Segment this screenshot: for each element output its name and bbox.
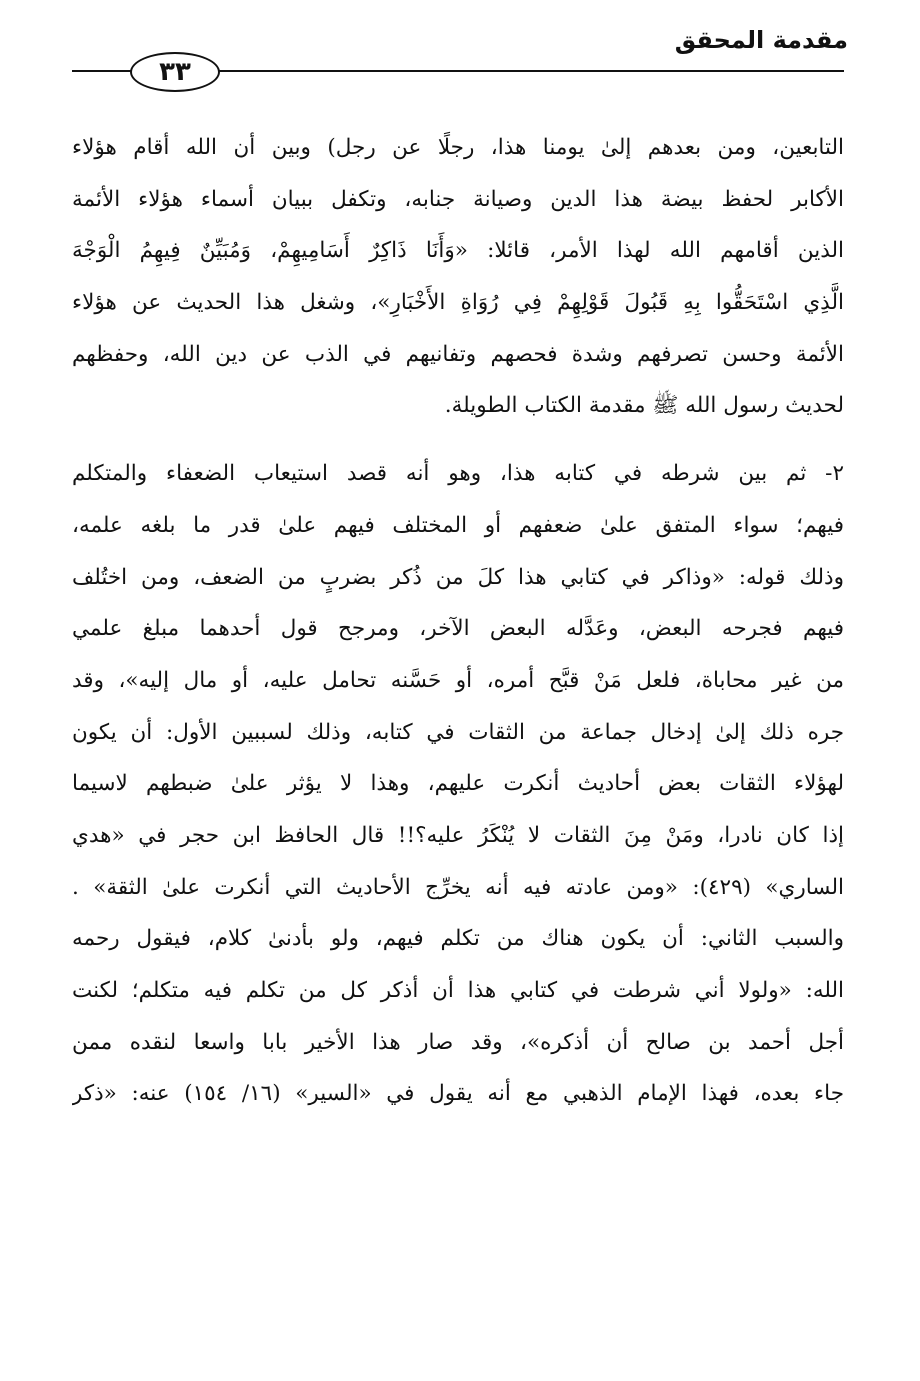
text-line: لهؤلاء الثقات بعض أحاديث أنكرت عليهم، وهذا لا يؤثر علىٰ ضبطهم لاسيما	[72, 771, 844, 797]
page-number: ٣٣	[130, 52, 220, 92]
text-line: لحديث رسول الله ﷺ مقدمة الكتاب الطويلة.	[444, 393, 844, 419]
text-line: الذين أقامهم الله لهذا الأمر، قائلا: «وَأَنَا ذَاكِرٌ أَسَامِيهِمْ، وَمُبَيِّنٌ فِيهِمُ الْوَجْهَ	[72, 238, 844, 264]
text-line: أجل أحمد بن صالح أن أذكره»، وقد صار هذا الأخير بابا واسعا لنقده ممن	[72, 1029, 844, 1055]
text-line: ٢- ثم بين شرطه في كتابه هذا، وهو أنه قصد استيعاب الضعفاء والمتكلم	[72, 461, 844, 487]
text-line: فيهم فجرحه البعض، وعَدَّله البعض الآخر، ومرجح قول أحدهما مبلغ علمي	[72, 616, 844, 642]
text-line: الساري» (٤٢٩): «ومن عادته فيه أنه يخرِّج الأحاديث التي أنكرت علىٰ الثقة» .	[72, 874, 844, 900]
text-line: فيهم؛ سواء المتفق علىٰ ضعفهم أو المختلف فيهم علىٰ قدر ما بلغه علمه،	[72, 512, 844, 538]
text-line: الأكابر لحفظ بيضة هذا الدين وصيانة جنابه، وتكفل ببيان أسماء هؤلاء الأئمة	[72, 186, 844, 212]
text-line: من غير محاباة، فلعل مَنْ قبَّح أمره، أو حَسَّنه تحامل عليه، أو مال إليه»، وقد	[72, 667, 844, 693]
text-line: جره ذلك إلىٰ إدخال جماعة من الثقات في كتابه، وذلك لسببين الأول: أن يكون	[72, 719, 844, 745]
text-line: التابعين، ومن بعدهم إلىٰ يومنا هذا، رجلًا عن رجل) وبين أن الله أقام هؤلاء	[72, 135, 844, 160]
text-line: الأئمة وحسن تصرفهم وشدة فحصهم وتفانيهم في الذب عن دين الله، وحفظهم	[72, 341, 844, 367]
text-line: الله: «ولولا أني شرطت في كتابي هذا أن أذكر كل من تكلم فيه متكلم؛ لكنت	[72, 978, 844, 1003]
paragraph-gap	[72, 432, 844, 448]
text-line: وذلك قوله: «وذاكر في كتابي هذا كلَ من ذُكر بضربٍ من الضعف، ومن اختُلف	[72, 564, 844, 590]
text-line: الَّذِي اسْتَحَقُّوا بِهِ قَبُولَ قَوْلِهِمْ فِي رُوَاةِ الأَخْبَارِ»، وشغل هذا الحديث عن هؤلاء	[72, 290, 844, 316]
running-header-title: مقدمة المحقق	[674, 26, 848, 54]
text-line: إذا كان نادرا، ومَنْ مِنَ الثقات لا يُنْكَرُ عليه؟!! قال الحافظ ابن حجر في «هدي	[72, 822, 844, 848]
text-line: جاء بعده، فهذا الإمام الذهبي مع أنه يقول في «السير» (١٦/ ١٥٤) عنه: «ذكر	[72, 1081, 844, 1107]
text-line: والسبب الثاني: أن يكون هناك من تكلم فيهم، ولو بأدنىٰ كلام، فيقول رحمه	[72, 926, 844, 952]
body-text	[72, 122, 844, 1120]
